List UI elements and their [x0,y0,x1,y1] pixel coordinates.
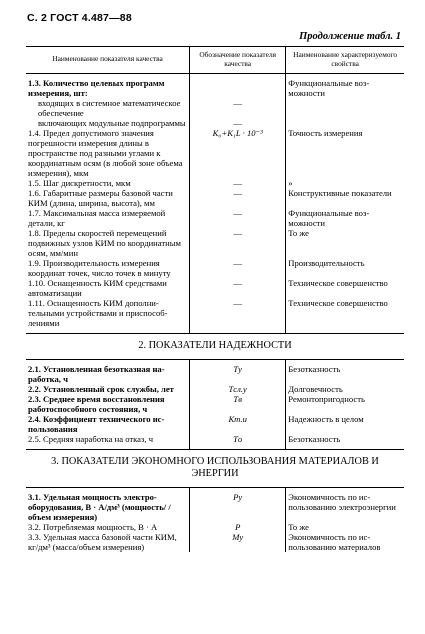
table-row [26,128,404,178]
indicator-property: Ремонтопригодность [288,393,365,404]
section-heading-row [26,449,404,487]
indicator-property: Безотказность [288,363,341,374]
table-row [26,178,404,188]
indicator-symbol: — [233,178,242,188]
indicator-symbol: Mу [232,531,244,542]
indicator-symbol: Kт.и [228,413,247,424]
table-row [26,278,404,298]
indicator-property: » [288,178,293,188]
table-row [26,228,404,258]
indicator-name: 1.3. Количество целевых программ измерения, шт: [28,78,165,98]
indicator-property: Производительность [288,258,365,268]
indicator-symbol: — [233,258,242,268]
indicator-name: 2.3. Среднее время восстановления работоспособного состояния, ч [28,393,165,414]
indicator-symbol: P [235,521,241,532]
quality-indicators-table [26,46,404,552]
indicator-property: Техническое совершенство [288,278,388,288]
indicator-symbol: Tо [233,433,243,444]
table-row [26,384,404,394]
table-row [26,208,404,228]
indicator-property: Надежность в целом [288,413,364,424]
indicator-name: 1.11. Оснащенность КИМ дополнительными устройствами и приспособлениями [28,298,168,328]
indicator-symbol: Tсл.у [228,383,247,394]
table-row [26,492,404,522]
indicator-property: Экономичность по использованию электроэнергии [288,491,396,512]
column-header-indicator-name: Наименование показателя качества [26,47,190,74]
indicator-property: Экономичность по использованию материалов [288,531,381,552]
indicator-symbol: Pу [233,491,243,502]
indicator-property: Функциональные возможности [288,208,370,228]
section-heading-row [26,334,404,360]
indicator-symbol: — [233,188,242,198]
indicator-property: Конструктивные показатели [288,188,392,198]
indicator-property: Долговечность [288,383,343,394]
table-row [26,98,404,118]
indicator-name: 2.5. Средняя наработка на отказ, ч [28,433,154,444]
table-row [26,522,404,532]
table-row [26,434,404,450]
section-title-reliability: 2. ПОКАЗАТЕЛИ НАДЕЖНОСТИ [26,334,404,360]
indicator-symbol: K₀+K₁L · 10⁻³ [212,128,263,138]
indicator-name: 1.6. Габаритные размеры базовой части КИМ (длина, ширина, высота), мм [28,188,173,208]
indicator-name: 2.2. Установленный срок службы, лет [28,383,174,394]
indicator-symbol: — [233,298,242,308]
table-row [26,298,404,334]
indicator-symbol: — [233,208,242,218]
column-header-symbol: Обозначение показателя качества [190,47,286,74]
indicator-name: 1.10. Оснащенность КИМ средствами автоматизации [28,278,167,298]
table-header-row [26,47,404,74]
indicator-name: 3.2. Потребляемая мощность, В · А [28,521,158,532]
indicator-name: 2.4. Коэффициент технического использования [28,413,165,434]
indicator-name: включающих модульные подпрограммы [38,118,186,128]
indicator-property: Точность измерения [288,128,363,138]
table-row [26,258,404,278]
table-continuation-label: Продолжение табл. 1 [299,31,401,42]
indicator-name: 1.7. Максимальная масса измеряемой детали, кг [28,208,166,228]
indicator-name: 3.1. Удельная мощность электрооборудования, В · А/дм³ (мощность/ /объем измерения) [28,491,171,522]
indicator-symbol: — [233,278,242,288]
indicator-property: То же [288,228,309,238]
table-row [26,394,404,414]
indicator-name: входящих в системное математическое обеспечение [38,98,181,118]
indicator-name: 2.1. Установленная безотказная наработка, ч [28,363,165,384]
indicator-name: 1.9. Производительность измерения координат точек, число точек в минуту [28,258,171,278]
table-row [26,78,404,98]
document-reference: С. 2 ГОСТ 4.487—88 [27,12,132,24]
indicator-property: То же [288,521,309,532]
table-row [26,364,404,384]
indicator-name: 1.8. Пределы скоростей перемещений подвижных узлов КИМ по координатным осям, мм/мин [28,228,181,258]
column-header-property: Наименование характеризуемого свойства [286,47,404,74]
indicator-name: 1.4. Предел допустимого значения погрешности измерения длины в пространстве под разными углами к координатным осям (в любой зоне объема измерения), мкм [28,128,183,178]
table-row [26,188,404,208]
indicator-property: Безотказность [288,433,341,444]
indicator-name: 1.5. Шаг дискретности, мкм [28,178,131,188]
table-row [26,414,404,434]
table-row [26,118,404,128]
indicator-property: Функциональные возможности [288,78,370,98]
section-title-economy: 3. ПОКАЗАТЕЛИ ЭКОНОМНОГО ИСПОЛЬЗОВАНИЯ МАТЕРИАЛОВ И ЭНЕРГИИ [26,449,404,487]
indicator-symbol: Tу [233,363,242,374]
indicator-name: 3.3. Удельная масса базовой части КИМ, кг/дм³ (масса/объем измерения) [28,531,177,552]
indicator-symbol: — [233,118,242,128]
indicator-symbol: — [233,98,242,108]
indicator-symbol: Tв [233,393,242,404]
indicator-property: Техническое совершенство [288,298,388,308]
indicator-symbol: — [233,228,242,238]
table-row [26,532,404,552]
